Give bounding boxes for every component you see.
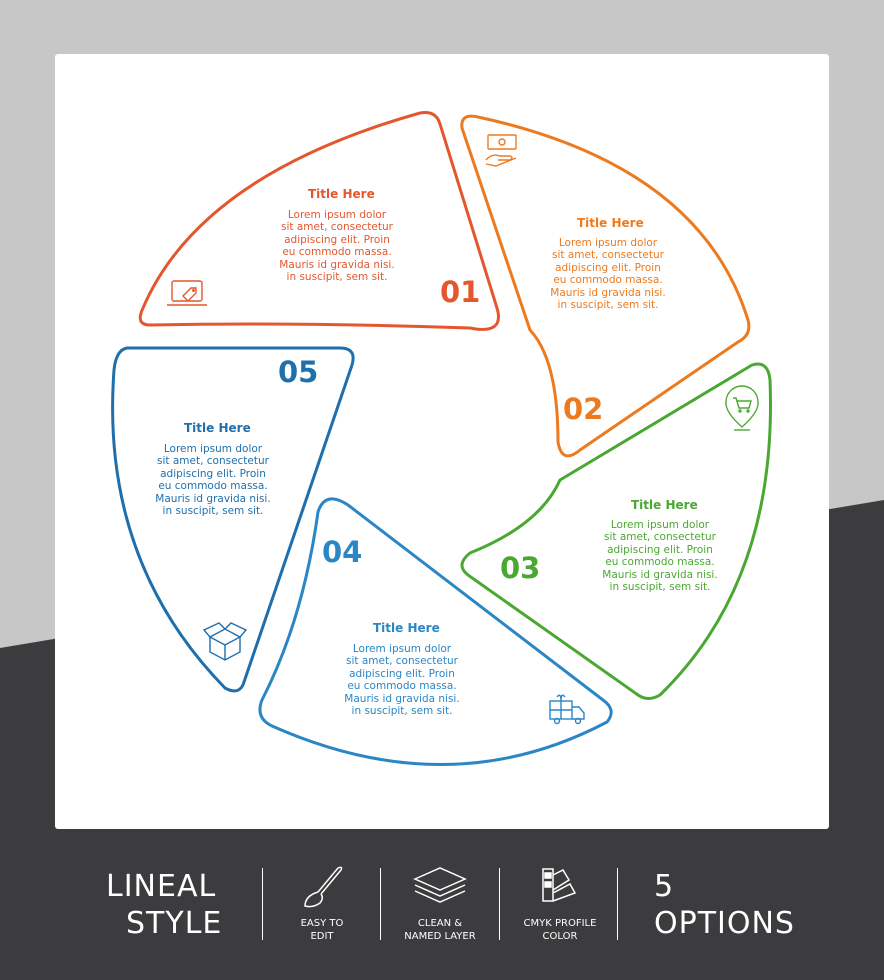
feature-2-label xyxy=(395,917,485,943)
options-label: OPTIONS xyxy=(654,906,795,941)
delivery-truck-icon xyxy=(550,695,584,723)
segment-04-body: Lorem ipsum dolor sit amet, consectetur adipiscing elit. Proin eu commodo massa. Mauris id gravida nisi. in suscipit, sem sit. xyxy=(344,643,460,718)
segment-03-title: Title Here xyxy=(631,498,698,512)
shopping-cart-pin-icon xyxy=(726,386,758,430)
footer-divider-4 xyxy=(617,868,618,940)
feature-2-line-2: NAMED LAYER xyxy=(404,931,476,942)
layers-icon xyxy=(415,868,465,902)
segment-03-number: 03 xyxy=(500,551,541,585)
color-swatch-icon xyxy=(543,869,575,901)
segment-05-number: 05 xyxy=(278,355,319,389)
laptop-tag-icon xyxy=(167,281,207,305)
segment-01-title: Title Here xyxy=(308,187,375,201)
footer-divider-1 xyxy=(262,868,263,940)
feature-1-line-1: EASY TO xyxy=(300,918,344,929)
segment-04-number: 04 xyxy=(322,535,363,569)
segment-04-title: Title Here xyxy=(373,621,440,635)
segment-02-number: 02 xyxy=(563,392,604,426)
feature-1-label xyxy=(282,917,362,943)
feature-3-label xyxy=(510,917,610,943)
footer-divider-2 xyxy=(380,868,381,940)
feature-1-line-2: EDIT xyxy=(310,931,334,942)
feature-2-line-1: CLEAN & xyxy=(417,918,463,929)
feature-3-line-2: COLOR xyxy=(542,931,578,942)
segment-01-number: 01 xyxy=(440,275,481,309)
segment-05-body: Lorem ipsum dolor sit amet, consectetur adipiscing elit. Proin eu commodo massa. Mauris id gravida nisi. in suscipit, sem sit. xyxy=(155,443,271,518)
segment-02-body: Lorem ipsum dolor sit amet, consectetur adipiscing elit. Proin eu commodo massa. Mauris id gravida nisi. in suscipit, sem sit. xyxy=(550,237,666,312)
paintbrush-icon xyxy=(305,867,342,906)
segment-05-title: Title Here xyxy=(184,421,251,435)
open-box-icon xyxy=(204,623,246,660)
segment-01-body: Lorem ipsum dolor sit amet, consectetur adipiscing elit. Proin eu commodo massa. Mauris id gravida nisi. in suscipit, sem sit. xyxy=(279,209,395,284)
feature-3-line-1: CMYK PROFILE xyxy=(523,918,597,929)
money-hand-icon xyxy=(486,135,516,166)
segment-03-body: Lorem ipsum dolor sit amet, consectetur adipiscing elit. Proin eu commodo massa. Mauris id gravida nisi. in suscipit, sem sit. xyxy=(602,519,718,594)
options-count: 5 xyxy=(654,869,675,904)
segment-02-title: Title Here xyxy=(577,216,644,230)
footer-divider-3 xyxy=(499,868,500,940)
style-line-2: STYLE xyxy=(126,906,223,941)
style-line-1: LINEAL xyxy=(106,869,217,904)
